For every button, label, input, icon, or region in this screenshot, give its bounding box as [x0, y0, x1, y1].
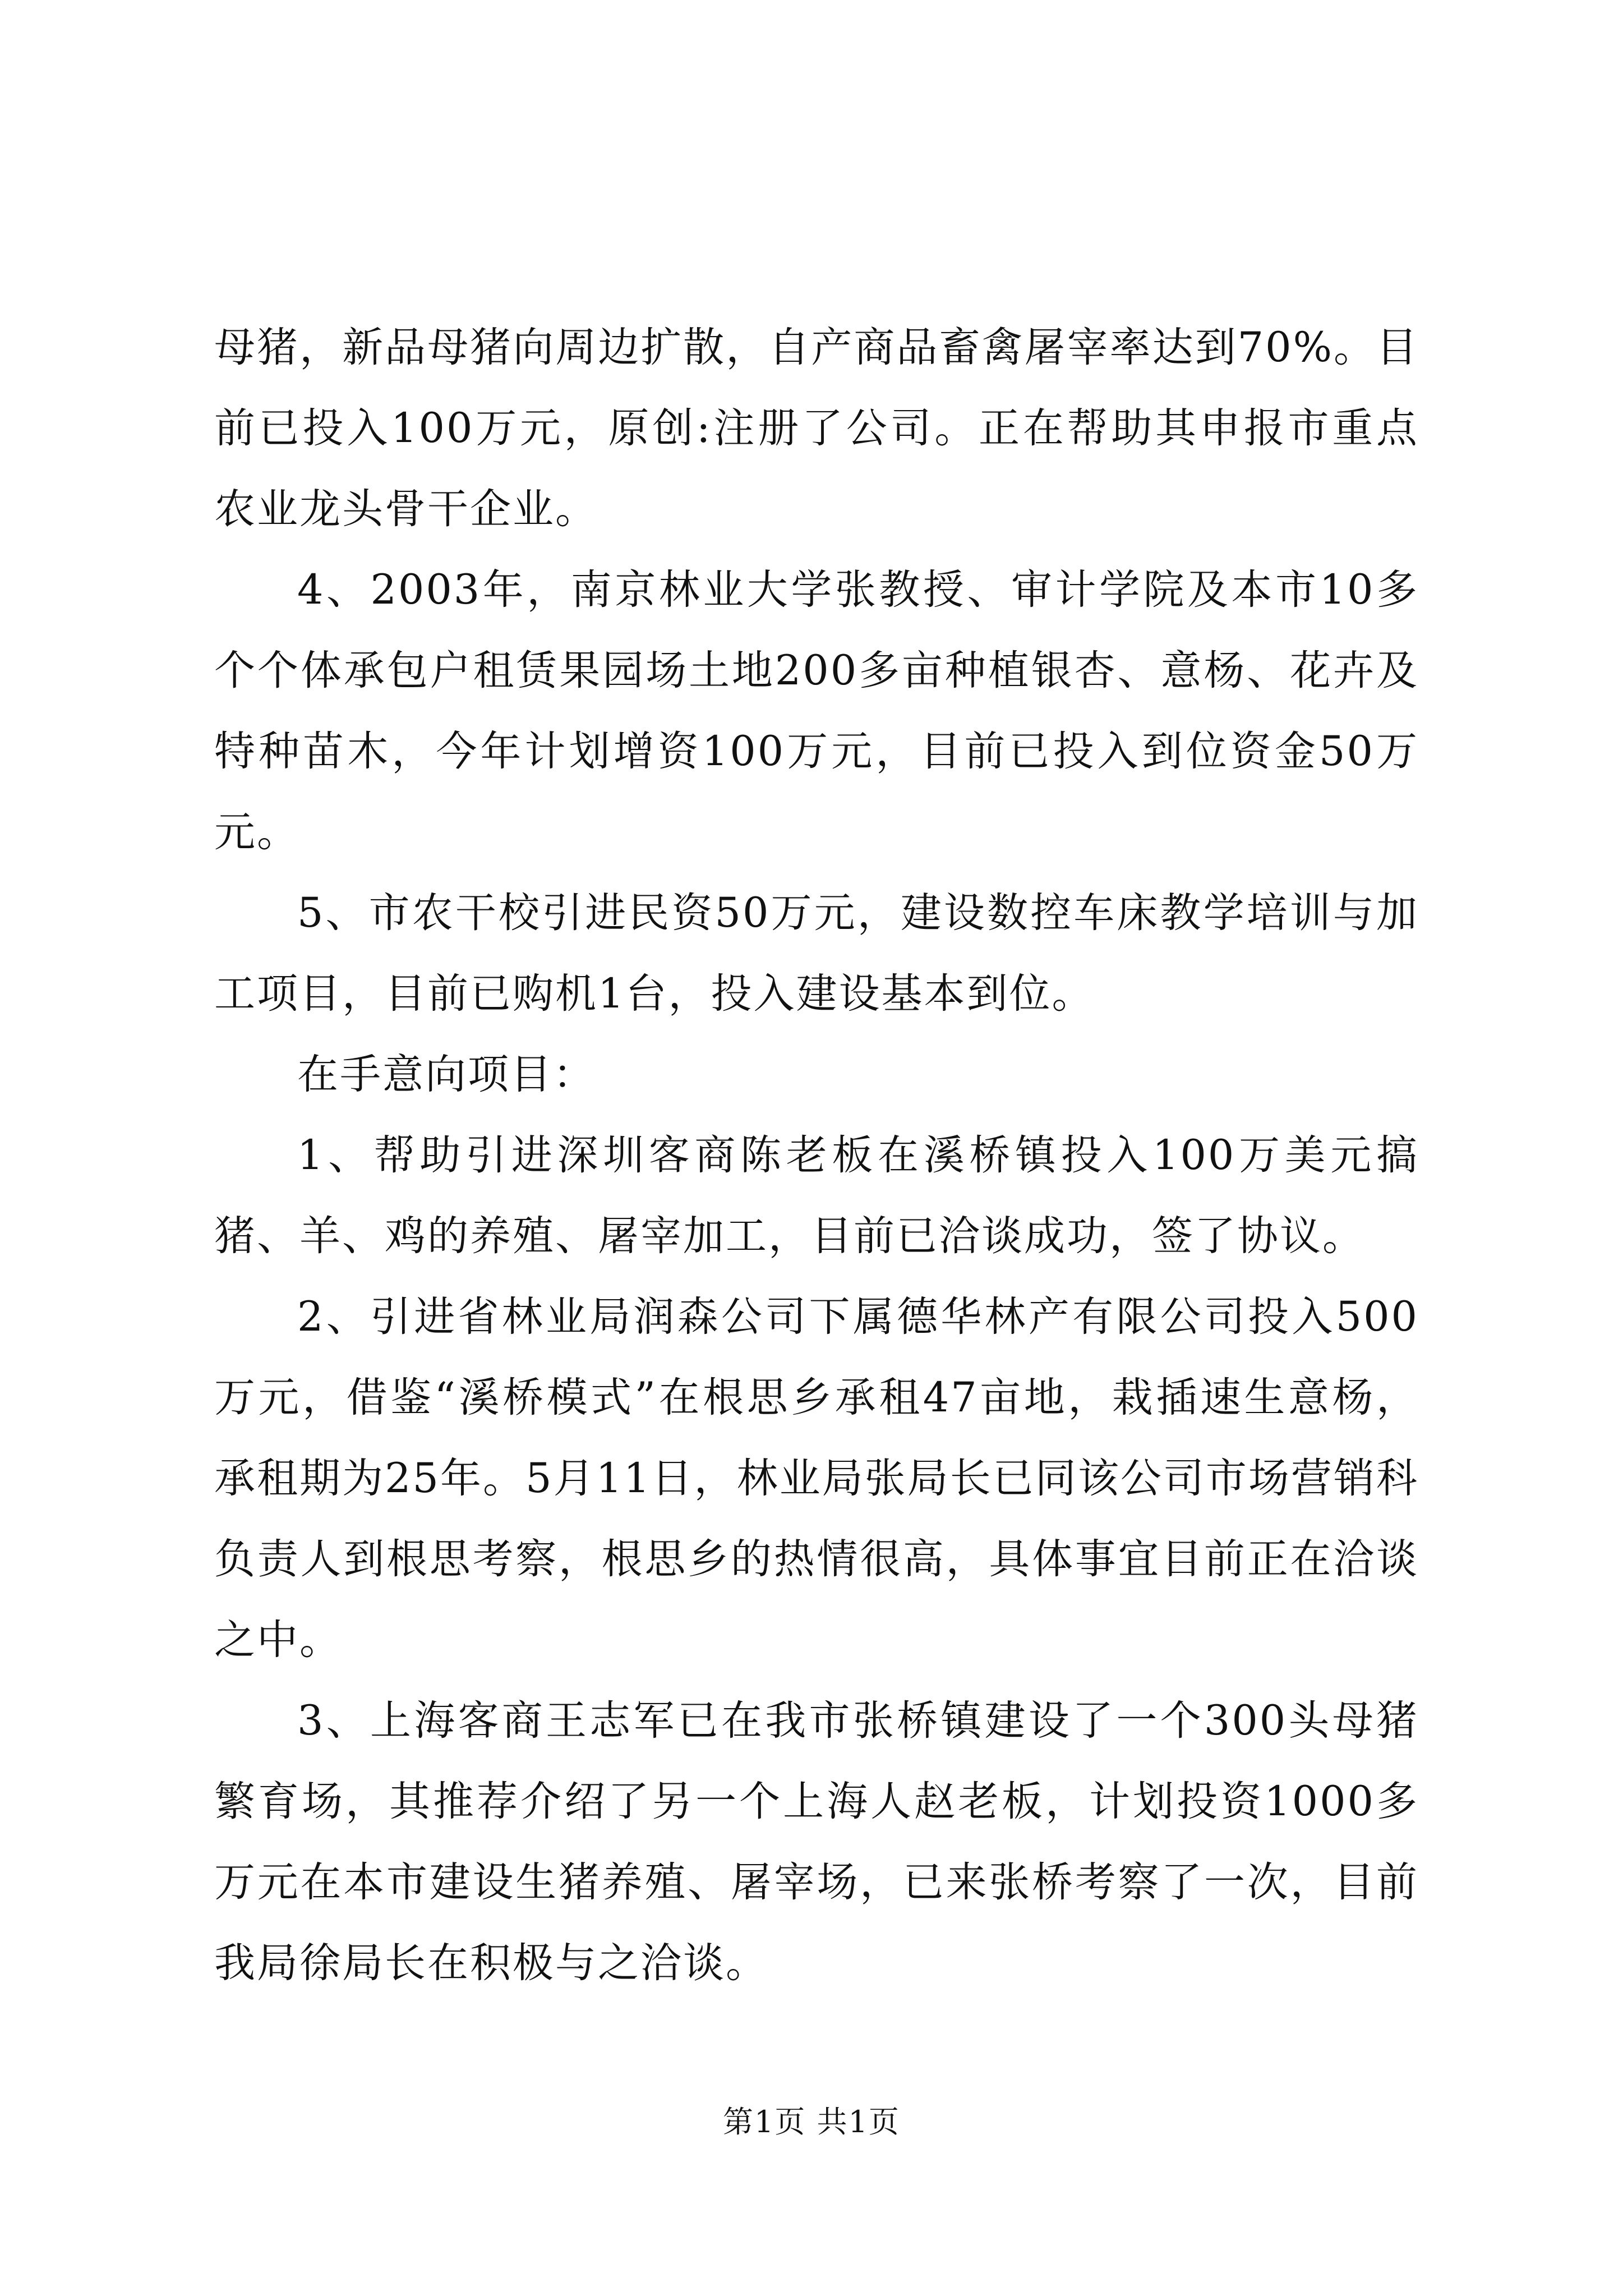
- paragraph-item-4: 4、2003年，南京林业大学张教授、审计学院及本市10多个个体承包户租赁果园场土地200多亩种植银杏、意杨、花卉及特种苗木，今年计划增资100万元，目前已投入到位资金50万元。: [214, 566, 1419, 856]
- document-body: [214, 307, 1419, 2004]
- paragraph-intended-3: 3、上海客商王志军已在我市张桥镇建设了一个300头母猪繁育场，其推荐介绍了另一个上海人赵老板，计划投资1000多万元在本市建设生猪养殖、屠宰场，已来张桥考察了一次，目前我局徐局长在积极与之洽谈。: [214, 1697, 1419, 1987]
- paragraph-intended-1: 1、帮助引进深圳客商陈老板在溪桥镇投入100万美元搞猪、羊、鸡的养殖、屠宰加工，目前已洽谈成功，签了协议。: [214, 1131, 1419, 1260]
- paragraph-continued: 母猪，新品母猪向周边扩散，自产商品畜禽屠宰率达到70%。目前已投入100万元，原创:注册了公司。正在帮助其申报市重点农业龙头骨干企业。: [214, 324, 1419, 533]
- section-heading-intended-projects: 在手意向项目：: [297, 1051, 596, 1098]
- page-footer: 第1页 共1页: [723, 2104, 900, 2139]
- paragraph-intended-2: 2、引进省林业局润森公司下属德华林产有限公司投入500万元，借鉴“溪桥模式”在根思乡承租47亩地，栽插速生意杨，承租期为25年。5月11日，林业局张局长已同该公司市场营销科负责人到根思考察，根思乡的热情很高，具体事宜目前正在洽谈之中。: [214, 1293, 1419, 1664]
- paragraph-item-5: 5、市农干校引进民资50万元，建设数控车床教学培训与加工项目，目前已购机1台，投入建设基本到位。: [214, 889, 1419, 1018]
